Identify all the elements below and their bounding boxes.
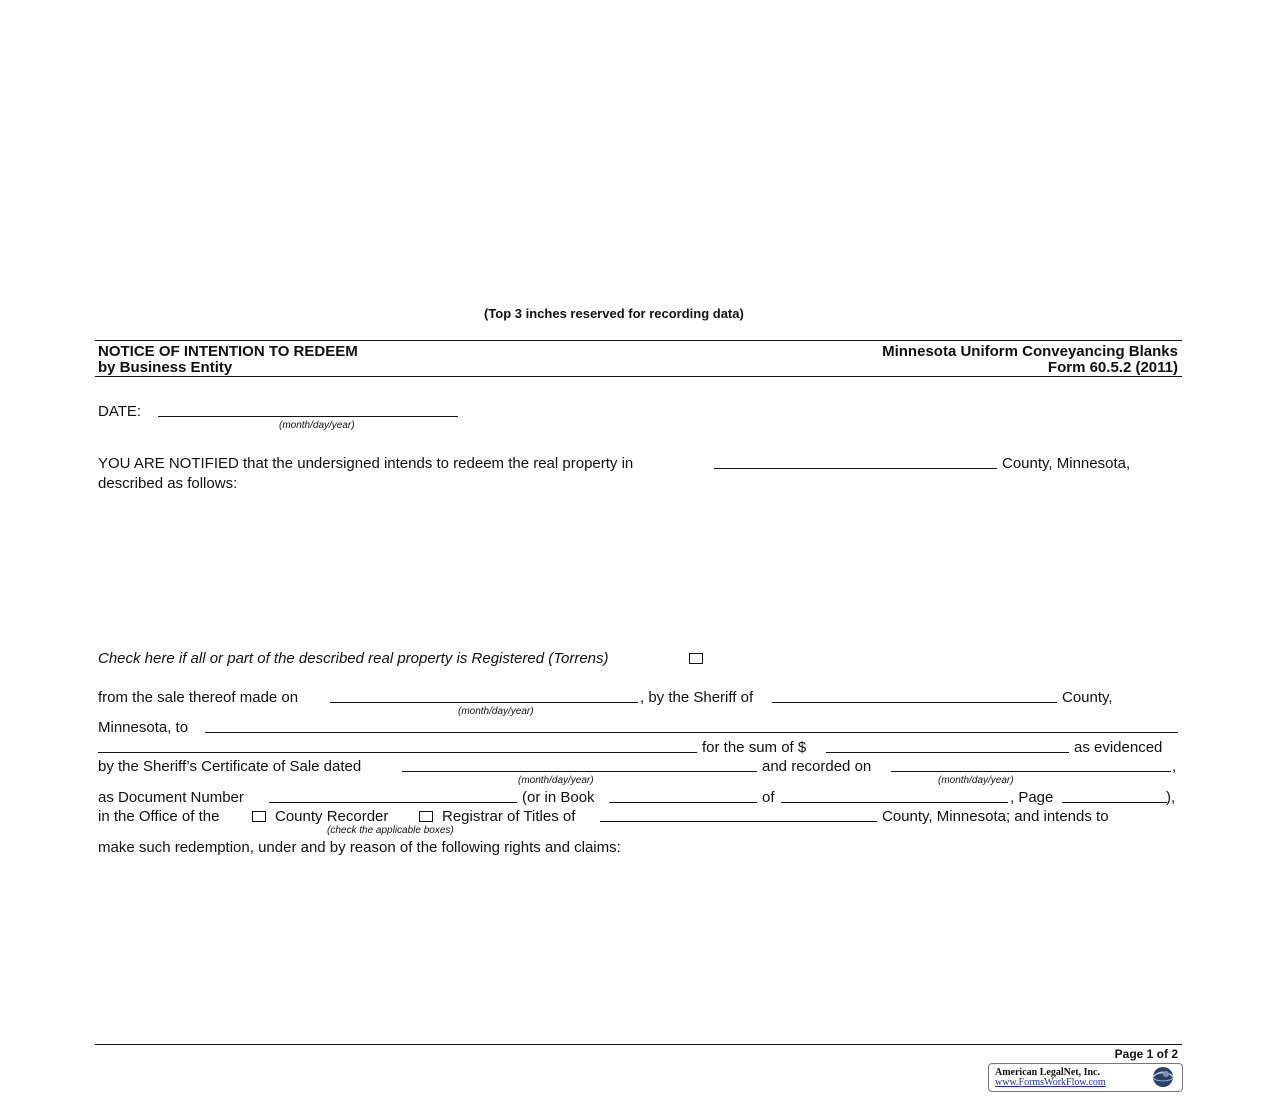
sum-field[interactable] bbox=[826, 752, 1069, 753]
registrar-checkbox[interactable] bbox=[419, 811, 433, 822]
page-number: Page 1 of 2 bbox=[1114, 1047, 1178, 1061]
date-field[interactable] bbox=[158, 416, 458, 417]
certificate-text: by the Sheriff’s Certificate of Sale dated bbox=[98, 758, 362, 775]
sheriff-county-field[interactable] bbox=[772, 702, 1057, 703]
logo-url[interactable]: www.FormsWorkFlow.com bbox=[995, 1077, 1106, 1088]
county-recorder-label: County Recorder bbox=[275, 808, 389, 825]
redeemer-field[interactable] bbox=[205, 732, 1178, 733]
logo-name: American LegalNet, Inc. bbox=[995, 1067, 1100, 1078]
page-field[interactable] bbox=[1062, 802, 1167, 803]
american-legalnet-logo[interactable] bbox=[988, 1063, 1183, 1092]
form-subtitle: by Business Entity bbox=[98, 359, 233, 376]
date-label: DATE: bbox=[98, 403, 142, 420]
document-number-field[interactable] bbox=[269, 802, 517, 803]
header-bottom-rule bbox=[95, 376, 1182, 377]
torrens-text: Check here if all or part of the described real property is Registered (Torrens) bbox=[98, 650, 609, 667]
form-source: Minnesota Uniform Conveyancing Blanks bbox=[882, 343, 1178, 360]
recorded-date-hint: (month/day/year) bbox=[938, 775, 1014, 786]
header-top-rule bbox=[95, 340, 1182, 341]
reserved-note: (Top 3 inches reserved for recording data) bbox=[484, 306, 744, 321]
book-of-field[interactable] bbox=[781, 802, 1008, 803]
document-number-text: as Document Number bbox=[98, 789, 244, 806]
sum-text: for the sum of $ bbox=[702, 739, 807, 756]
recorded-on-text: and recorded on bbox=[762, 758, 872, 775]
recorded-date-field[interactable] bbox=[891, 771, 1171, 772]
torrens-checkbox[interactable] bbox=[689, 653, 703, 664]
notified-text: YOU ARE NOTIFIED that the undersigned intends to redeem the real property in bbox=[98, 455, 634, 472]
check-hint: (check the applicable boxes) bbox=[327, 825, 454, 836]
form-number: Form 60.5.2 (2011) bbox=[1047, 359, 1178, 376]
book-field[interactable] bbox=[609, 802, 757, 803]
comma: , bbox=[1172, 758, 1177, 775]
of-text: of bbox=[762, 789, 775, 806]
redeemer-field-continued[interactable] bbox=[98, 752, 697, 753]
sale-date-field[interactable] bbox=[330, 702, 638, 703]
property-county-field[interactable] bbox=[714, 468, 997, 469]
sale-text: from the sale thereof made on bbox=[98, 689, 299, 706]
registrar-county-field[interactable] bbox=[600, 821, 877, 822]
evidenced-text: as evidenced bbox=[1074, 739, 1163, 756]
redemption-text: make such redemption, under and by reason of the following rights and claims: bbox=[98, 839, 621, 856]
county-recorder-checkbox[interactable] bbox=[252, 811, 266, 822]
sale-date-hint: (month/day/year) bbox=[458, 706, 534, 717]
county-minnesota-label: County, Minnesota, bbox=[1002, 455, 1131, 472]
globe-icon bbox=[1146, 1065, 1180, 1089]
registrar-label: Registrar of Titles of bbox=[442, 808, 576, 825]
described-label: described as follows: bbox=[98, 475, 238, 492]
date-hint: (month/day/year) bbox=[279, 420, 355, 431]
page-end: ), bbox=[1166, 789, 1176, 806]
county-intends-text: County, Minnesota; and intends to bbox=[882, 808, 1109, 825]
footer-rule bbox=[95, 1044, 1182, 1045]
minnesota-to-text: Minnesota, to bbox=[98, 719, 189, 736]
certificate-date-hint: (month/day/year) bbox=[518, 775, 594, 786]
county-label: County, bbox=[1062, 689, 1113, 706]
certificate-date-field[interactable] bbox=[402, 771, 757, 772]
book-text: (or in Book bbox=[522, 789, 595, 806]
page-text: , Page bbox=[1010, 789, 1054, 806]
office-text: in the Office of the bbox=[98, 808, 220, 825]
form-title: NOTICE OF INTENTION TO REDEEM bbox=[98, 343, 358, 360]
sheriff-of-text: , by the Sheriff of bbox=[640, 689, 754, 706]
